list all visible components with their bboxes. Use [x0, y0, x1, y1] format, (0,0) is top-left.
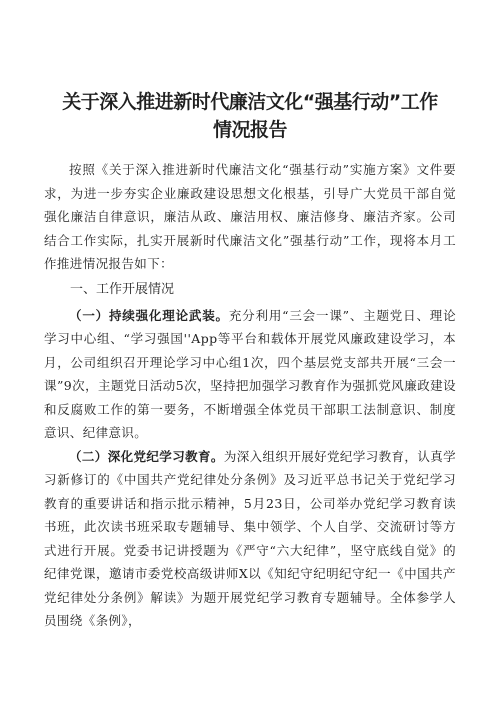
document-title-line-2: 情况报告: [212, 119, 287, 141]
item-1-lead: （一）持续强化理论武装。: [69, 307, 229, 323]
intro-paragraph: 按照《关于深入推进新时代廉洁文化“强基行动”实施方案》文件要求，为进一步夯实企业廉政建设思想文化根基，引导广大党员干部自觉强化廉洁自律意识，廉洁从政、廉洁用权、廉洁修身、廉洁齐家。公司结合工作实际，扎实开展新时代廉洁文化”强基行动”工作，现将本月工作推进情况报告如下：: [44, 162, 456, 271]
item-2-paragraph: [44, 445, 456, 633]
item-1-body: 充分利用“三会一课”、主题党日、理论学习中心组、“学习强国''App等平台和载体开展党风廉政建设学习，本月，公司组织召开理论学习中心组1次，四个基层党支部共开展“三会一课”9次，主题党日活动5次，坚持把加强学习教育作为强抓党风廉政建设和反腐败工作的第一要务，不断增强全体党员干部职工法制意识、制度意识、纪律意识。: [44, 307, 456, 440]
item-2-body: 为深入组织开展好党纪学习教育，认真学习新修订的《中国共产党纪律处分条例》及习近平总书记关于党纪学习教育的重要讲话和指示批示精神，5月23日，公司举办党纪学习教育读书班，此次读书班采取专题辅导、集中领学、个人自学、交流研讨等方式进行开展。党委书记讲授题为《严守“六大纪律”，坚守底线自觉》的纪律党课，邀请市委党校高级讲师X以《知纪守纪明纪守纪一《中国共产党纪律处分条例》解读》为题开展党纪学习教育专题辅导。全体参学人员围绕《条例》，: [44, 448, 457, 628]
item-1-paragraph: [44, 304, 456, 445]
item-2-lead: （二）深化党纪学习教育。: [69, 448, 224, 464]
document-title: [44, 88, 456, 144]
document-title-line-1: 关于深入推进新时代廉洁文化“强基行动”工作: [62, 91, 438, 113]
section-heading: 一、工作开展情况: [70, 281, 175, 297]
